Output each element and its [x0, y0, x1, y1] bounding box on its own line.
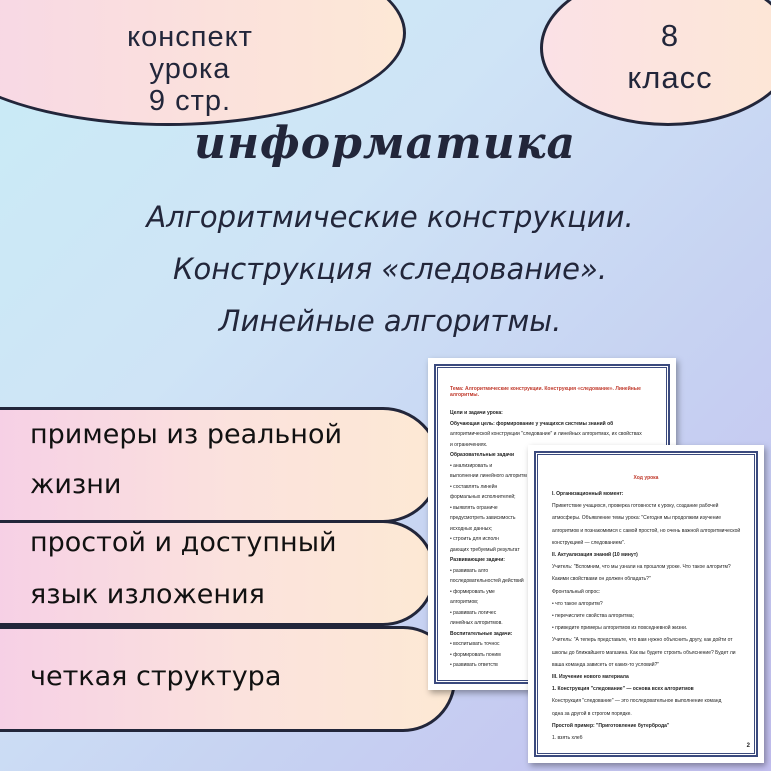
lesson-line-1: конспект [127, 21, 253, 53]
doc-line: 1. взять хлеб [552, 735, 583, 741]
doc-line: линейных алгоритмов. [450, 620, 503, 626]
doc-line: 1. Конструкция "следование" — основа всех алгоритмов [552, 686, 694, 693]
doc-line: • приведите примеры алгоритмов из повседневной жизни. [552, 625, 688, 632]
feature-2-line-2: язык изложения [30, 579, 265, 610]
feature-3-line-1: четкая структура [30, 661, 282, 692]
doc-line: III. Изучение нового материала [552, 674, 629, 680]
doc-line: • развивать алго [450, 567, 489, 574]
doc-line: Воспитательные задачи: [450, 630, 513, 637]
doc-line: исходных данных; [450, 525, 493, 532]
grade-number: 8 [660, 18, 680, 53]
doc-line: предусмотреть зависимость [450, 515, 516, 521]
doc-line: последовательностей действий [450, 578, 524, 584]
topic-line-2: Конструкция «следование». [172, 252, 608, 286]
doc-line: Фронтальный опрос: [552, 588, 601, 595]
doc-line: • развивать логичес [450, 609, 497, 616]
doc-line: Простой пример: "Приготовление бутерброда" [552, 722, 670, 729]
doc-line: • анализировать и [450, 462, 493, 469]
doc-line: ваша команда зависеть от каких-то условий?" [552, 661, 660, 668]
lesson-line-3: 9 стр. [148, 85, 232, 117]
doc-line: • воспитывать точнос [450, 641, 500, 647]
grade-label: класс [627, 60, 713, 95]
doc-line: алгоритмической конструкции "следование" и линейных алгоритмах, их свойствах [450, 431, 642, 437]
doc-line: Развивающие задачи: [450, 557, 505, 563]
feature-2-line-1: простой и доступный [30, 527, 337, 558]
doc-line: одна за другой в строгом порядке. [552, 710, 632, 717]
feature-1-line-1: примеры из реальной [30, 419, 343, 450]
doc-line: • формировать поним [450, 651, 501, 658]
doc-line: конструкцией — следованием". [552, 539, 626, 546]
doc-line: Конструкция "следование" — это последовательное выполнение команд [552, 698, 722, 705]
doc-line: II. Актуализация знаний (10 минут) [552, 552, 638, 558]
doc2-title: Ход урока [633, 475, 659, 481]
doc-line: Учитель: "Вспомним, что мы узнали на прошлом уроке. Что такое алгоритм? [552, 564, 731, 571]
feature-1-line-2: жизни [30, 469, 122, 500]
doc-line: Учитель: "А теперь представьте, что вам нужно объяснить другу, как дойти от [552, 637, 733, 644]
doc-line: Цели и задачи урока: [450, 410, 503, 416]
doc-line: Обучающая цель: формирование у учащихся системы знаний об [450, 420, 614, 427]
doc-line: и ограничениях. [450, 441, 488, 448]
doc-line: дающих требуемый результат [450, 546, 520, 553]
topic-line-3: Линейные алгоритмы. [218, 304, 562, 338]
doc-line: • формировать уме [450, 588, 495, 595]
doc-line: • выявлять ограниче [450, 504, 498, 511]
doc-line: • строить для исполн [450, 536, 499, 542]
doc-line: Приветствие учащихся, проверка готовности к уроку, создание рабочей [552, 503, 719, 510]
doc-line: • развивать ответств [450, 662, 498, 668]
topic-line-1: Алгоритмические конструкции. [146, 200, 634, 234]
doc-line: школы до ближайшего магазина. Как вы будете строить объяснение? Будет ли [552, 649, 736, 656]
doc-line: алгоритмов и познакомимся с самой простой, но очень важной алгоритмической [552, 527, 741, 534]
lesson-line-2: урока [149, 53, 231, 85]
doc-line: алгоритмов; [450, 599, 479, 605]
doc-line: формальных исполнителей; [450, 494, 516, 500]
doc2-page-number: 2 [746, 743, 750, 749]
doc-line: I. Организационный момент: [552, 491, 624, 497]
doc-line: атмосферы. Объявление темы урока: "Сегодня мы продолжим изучение [552, 515, 722, 522]
doc-line: Образовательные задачи [450, 452, 515, 458]
doc-line: выполнении линейного алгоритм [450, 473, 527, 479]
document-page-2 [528, 445, 764, 763]
doc-line: Какими свойствами он должен обладать?" [552, 576, 651, 583]
subject-title: информатика [193, 118, 577, 169]
doc1-title: Тема: Алгоритмические конструкции. Конструкция «следование». Линейные алгоритмы. [450, 386, 641, 398]
doc-line: • что такое алгоритм? [552, 600, 603, 607]
doc-line: • перечислите свойства алгоритма; [552, 613, 634, 619]
doc-line: • составлять линейн [450, 483, 498, 490]
